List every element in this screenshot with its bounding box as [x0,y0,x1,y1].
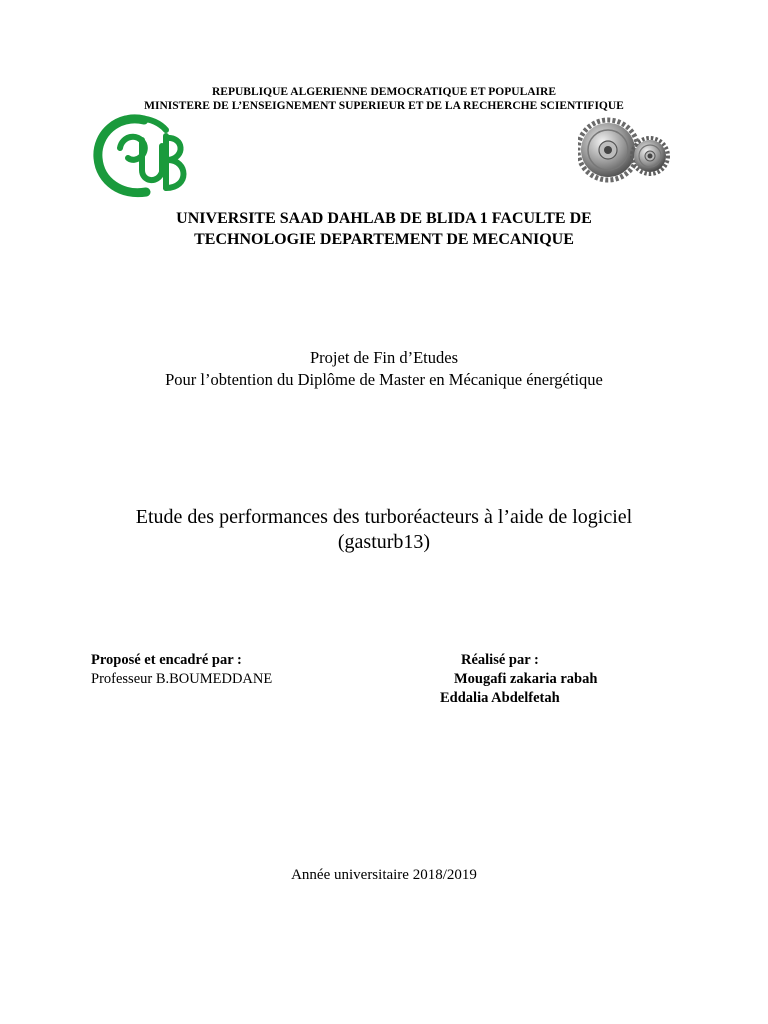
author-name-2: Eddalia Abdelfetah [440,690,560,706]
republic-header: REPUBLIQUE ALGERIENNE DEMOCRATIQUE ET POPULAIRE [212,86,556,98]
supervisor-name: Professeur B.BOUMEDDANE [91,671,273,687]
university-name-line1: UNIVERSITE SAAD DAHLAB DE BLIDA 1 FACULTE DE [176,210,592,227]
ministry-header: MINISTERE DE L’ENSEIGNEMENT SUPERIEUR ET DE LA RECHERCHE SCIENTIFIQUE [144,100,624,112]
authors-label: Réalisé par : [461,652,539,668]
project-type: Projet de Fin d’Etudes [309,348,459,367]
university-name-line2: TECHNOLOGIE DEPARTEMENT DE MECANIQUE [194,231,574,248]
gears-icon [578,114,670,186]
supervisor-label: Proposé et encadré par : [91,652,242,668]
university-logo [92,112,190,198]
author-name-1: Mougafi zakaria rabah [454,671,598,687]
thesis-title-line2: (gasturb13) [337,531,431,553]
thesis-title-line1: Etude des performances des turboréacteurs à l’aide de logiciel [135,506,633,528]
academic-year: Année universitaire 2018/2019 [291,867,477,883]
project-degree: Pour l’obtention du Diplôme de Master en Mécanique énergétique [165,370,603,389]
